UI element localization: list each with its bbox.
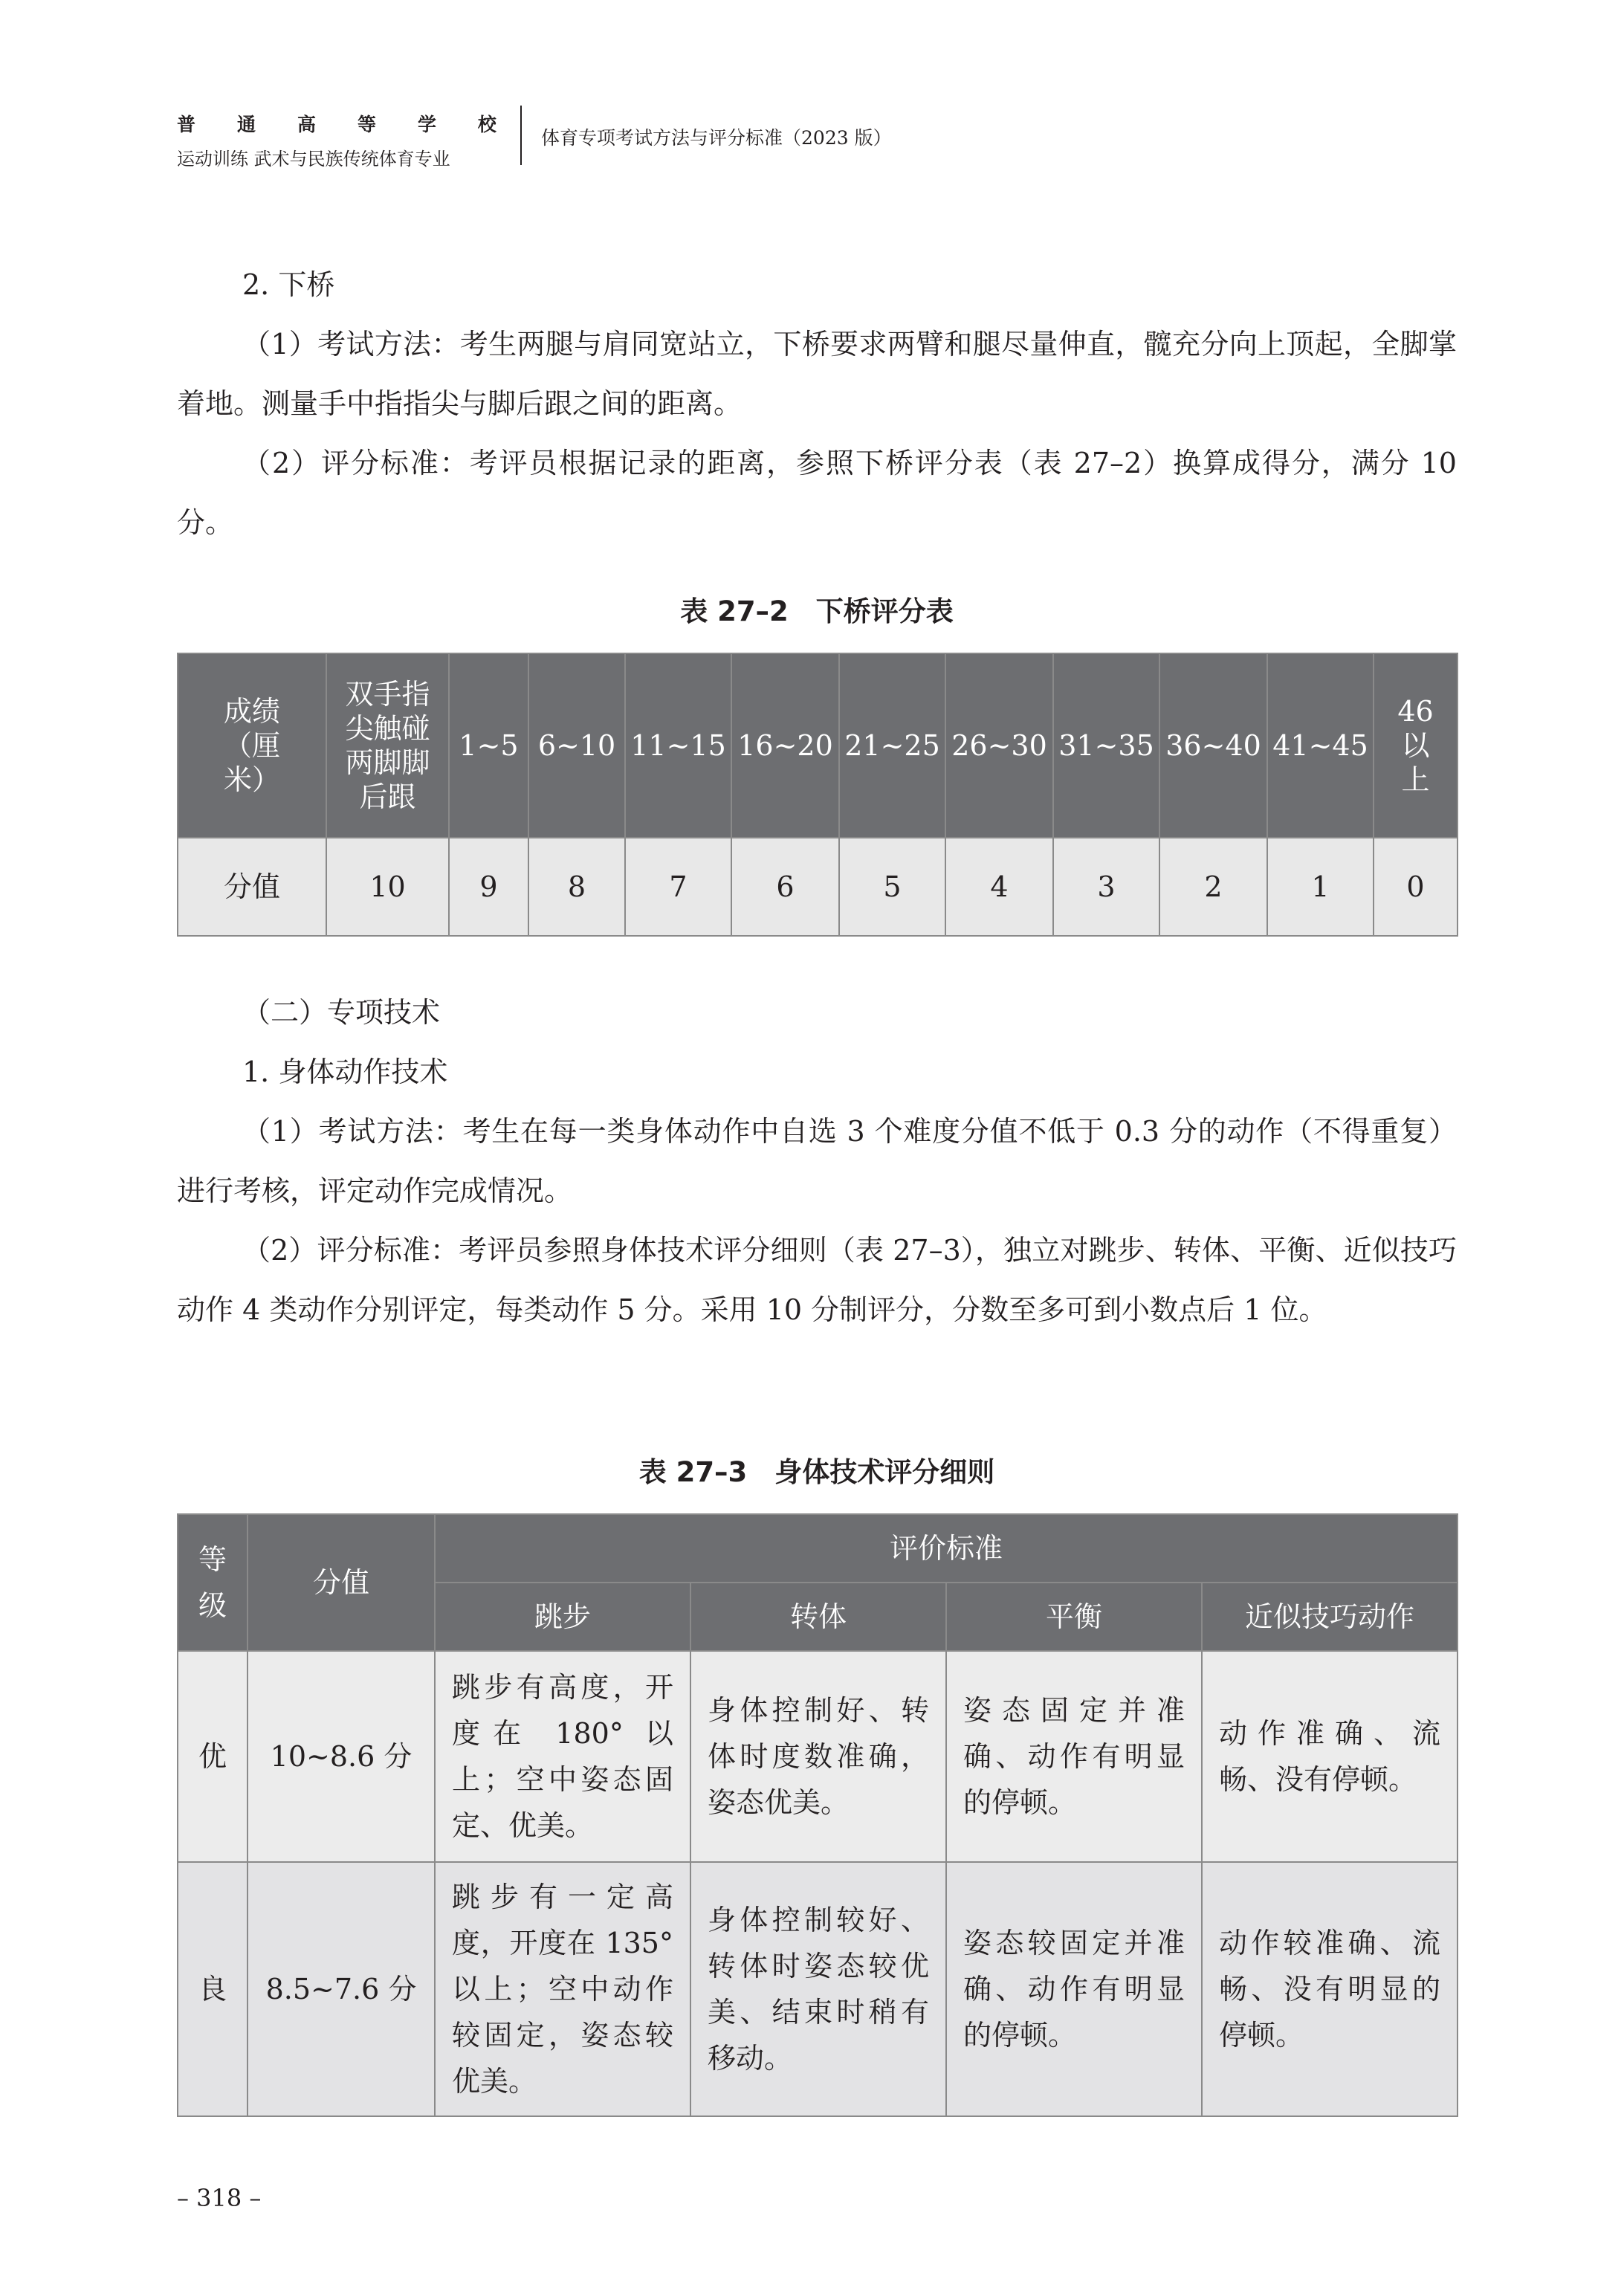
score-cell: 3 bbox=[1053, 838, 1159, 936]
header-divider bbox=[520, 106, 522, 165]
table-caption: 表 27–2 下桥评分表 bbox=[680, 595, 954, 627]
header-char: 高 bbox=[297, 114, 316, 135]
column-header: 平衡 bbox=[946, 1583, 1202, 1651]
score-cell: 5 bbox=[839, 838, 945, 936]
score-cell: 1 bbox=[1267, 838, 1374, 936]
column-header: 双手指尖触碰两脚脚后跟 bbox=[326, 653, 449, 838]
column-header: 26~30 bbox=[945, 653, 1053, 838]
table-header-row bbox=[178, 1514, 1458, 1583]
book-title: 体育专项考试方法与评分标准（2023 版） bbox=[541, 127, 892, 149]
technique-section bbox=[177, 983, 1457, 1339]
score-label-cell: 分值 bbox=[178, 838, 326, 936]
criteria-cell: 姿态固定并准确、动作有明显的停顿。 bbox=[946, 1651, 1202, 1862]
score-cell: 4 bbox=[945, 838, 1053, 936]
column-header: 11~15 bbox=[625, 653, 731, 838]
column-header: 近似技巧动作 bbox=[1202, 1583, 1458, 1651]
column-header: 6~10 bbox=[528, 653, 625, 838]
score-cell: 7 bbox=[625, 838, 731, 936]
page-number: – 318 – bbox=[177, 2184, 262, 2212]
column-header: 21~25 bbox=[839, 653, 945, 838]
header-char: 校 bbox=[477, 114, 496, 135]
grade-cell: 优 bbox=[178, 1651, 248, 1862]
criteria-cell: 跳步有高度，开度在 180° 以上；空中姿态固定、优美。 bbox=[435, 1651, 690, 1862]
criteria-cell: 姿态较固定并准确、动作有明显的停顿。 bbox=[946, 1862, 1202, 2116]
major-line: 运动训练 武术与民族传统体育专业 bbox=[177, 149, 450, 169]
grade-header: 等级 bbox=[178, 1514, 248, 1651]
header-char: 学 bbox=[417, 114, 436, 135]
standard-paragraph: （2）评分标准：考评员参照身体技术评分细则（表 27–3），独立对跳步、转体、平衡、近似技巧动作 4 类动作分别评定，每类动作 5 分。采用 10 分制评分，分数至多可到小数点后 1 位。 bbox=[177, 1234, 1457, 1326]
score-cell: 10 bbox=[326, 838, 449, 936]
section-heading: 2. 下桥 bbox=[242, 268, 335, 301]
header-char: 等 bbox=[357, 114, 376, 135]
header-char: 通 bbox=[236, 114, 256, 135]
score-cell: 0 bbox=[1374, 838, 1458, 936]
column-header: 转体 bbox=[690, 1583, 946, 1651]
bridge-score-table bbox=[177, 653, 1458, 937]
subsection-heading: （二）专项技术 bbox=[242, 996, 441, 1029]
criteria-cell: 身体控制较好、转体时姿态较优美、结束时稍有移动。 bbox=[690, 1862, 946, 2116]
score-cell: 2 bbox=[1159, 838, 1267, 936]
table-row bbox=[178, 838, 1458, 936]
column-header: 跳步 bbox=[435, 1583, 690, 1651]
column-header: 16~20 bbox=[731, 653, 839, 838]
score-cell: 10~8.6 分 bbox=[248, 1651, 435, 1862]
criteria-header: 评价标准 bbox=[435, 1514, 1458, 1583]
grade-cell: 良 bbox=[178, 1862, 248, 2116]
standard-paragraph: （2）评分标准：考评员根据记录的距离，参照下桥评分表（表 27–2）换算成得分，满分 10 分。 bbox=[177, 447, 1457, 539]
row-header-cell: 成绩（厘米） bbox=[178, 653, 326, 838]
header-char: 普 bbox=[177, 114, 196, 135]
method-paragraph: （1）考试方法：考生在每一类身体动作中自选 3 个难度分值不低于 0.3 分的动作（不得重复）进行考核，评定动作完成情况。 bbox=[177, 1115, 1457, 1207]
score-cell: 8 bbox=[528, 838, 625, 936]
running-header-left bbox=[177, 110, 496, 170]
method-paragraph: （1）考试方法：考生两腿与肩同宽站立，下桥要求两臂和腿尽量伸直，髋充分向上顶起，全脚掌着地。测量手中指指尖与脚后跟之间的距离。 bbox=[177, 328, 1457, 420]
column-header: 36~40 bbox=[1159, 653, 1267, 838]
score-cell: 6 bbox=[731, 838, 839, 936]
column-header: 31~35 bbox=[1053, 653, 1159, 838]
criteria-cell: 身体控制好、转体时度数准确，姿态优美。 bbox=[690, 1651, 946, 1862]
column-header: 46 以上 bbox=[1374, 653, 1458, 838]
column-header: 41~45 bbox=[1267, 653, 1374, 838]
criteria-cell: 动作准确、流畅、没有停顿。 bbox=[1202, 1651, 1458, 1862]
section-heading: 1. 身体动作技术 bbox=[242, 1056, 448, 1088]
score-header: 分值 bbox=[248, 1514, 435, 1651]
table-caption: 表 27–3 身体技术评分细则 bbox=[638, 1456, 995, 1488]
score-cell: 8.5~7.6 分 bbox=[248, 1862, 435, 2116]
column-header: 1~5 bbox=[449, 653, 528, 838]
school-type-line bbox=[177, 110, 496, 137]
bridge-section bbox=[177, 255, 1457, 552]
criteria-cell: 跳步有一定高度，开度在 135° 以上；空中动作较固定，姿态较优美。 bbox=[435, 1862, 690, 2116]
score-cell: 9 bbox=[449, 838, 528, 936]
table-header-row bbox=[178, 653, 1458, 838]
criteria-cell: 动作较准确、流畅、没有明显的停顿。 bbox=[1202, 1862, 1458, 2116]
table-row bbox=[178, 1651, 1458, 1862]
technique-criteria-table bbox=[177, 1513, 1458, 2117]
table-row bbox=[178, 1862, 1458, 2116]
